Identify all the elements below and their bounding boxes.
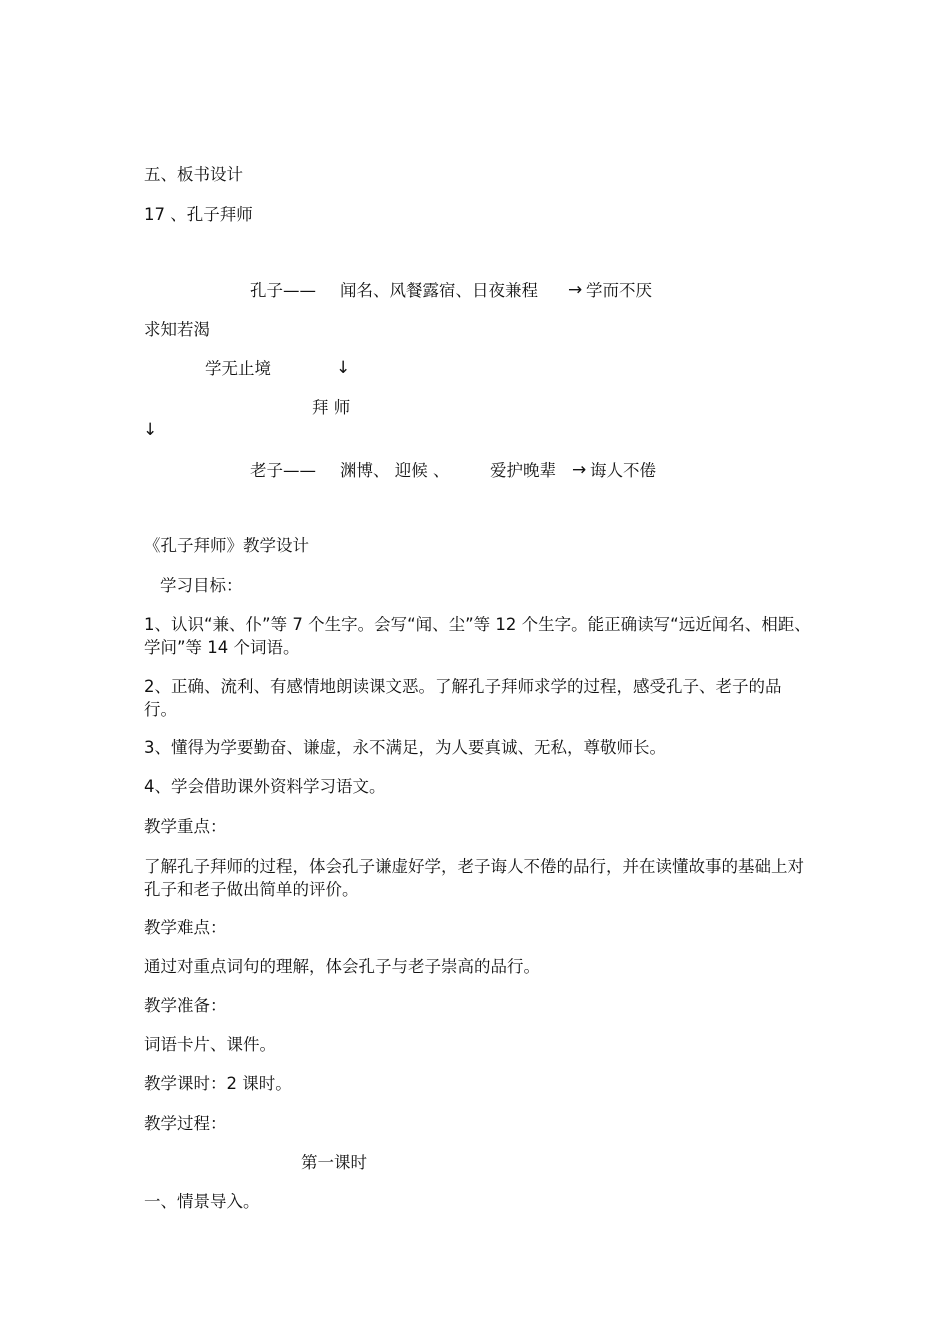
preparation-label: 教学准备： (144, 996, 227, 1015)
board-kongzi-traits: 闻名、风餐露宿、日夜兼程 (340, 281, 538, 300)
key-points-label: 教学重点： (144, 817, 227, 836)
board-kongzi-arrow: → (568, 280, 583, 300)
objective-item: 2、正确、流利、有感情地朗读课文恶。了解孔子拜师求学的过程，感受孔子、老子的品行。 (144, 677, 782, 719)
difficulties-label: 教学难点： (144, 918, 227, 937)
board-kongzi-result: 学而不厌 (586, 281, 652, 300)
objective-item: 1、认识“兼、仆”等 7 个生字。会写“闻、尘”等 12 个生字。能正确读写“远近闻名、相距、学问”等 14 个词语。 (144, 615, 811, 657)
lesson-title: 17 、孔子拜师 (144, 205, 253, 224)
design-title: 《孔子拜师》教学设计 (144, 536, 309, 555)
section-heading: 五、板书设计 (144, 165, 243, 184)
board-learning: 学无止境 (205, 359, 271, 378)
preparation-text: 词语卡片、课件。 (144, 1035, 276, 1054)
board-laozi-traits: 渊博、 迎候 、 (340, 461, 450, 480)
board-down-arrow-1: ↓ (336, 358, 351, 378)
lesson-hours: 教学课时：2 课时。 (144, 1074, 292, 1093)
board-laozi-arrow: → (572, 460, 587, 480)
process-label: 教学过程： (144, 1114, 227, 1133)
board-left-label: 求知若渴 (144, 320, 210, 339)
difficulties-text: 通过对重点词句的理解，体会孔子与老子崇高的品行。 (144, 957, 540, 976)
board-laozi-traits-2: 爱护晚辈 (490, 461, 556, 480)
objective-item: 3、懂得为学要勤奋、谦虚，永不满足，为人要真诚、无私，尊敬师长。 (144, 738, 666, 757)
objectives-label: 学习目标： (160, 576, 243, 595)
first-lesson-heading: 第一课时 (301, 1153, 367, 1172)
objective-item: 4、学会借助课外资料学习语文。 (144, 777, 386, 796)
board-center: 拜 师 (312, 398, 351, 417)
board-down-arrow-2: ↓ (143, 420, 158, 440)
board-laozi-result: 诲人不倦 (590, 461, 656, 480)
board-kongzi-name: 孔子—— (250, 281, 316, 300)
key-points-text: 了解孔子拜师的过程，体会孔子谦虚好学，老子诲人不倦的品行，并在读懂故事的基础上对孔子和老子做出简单的评价。 (144, 857, 804, 899)
step-one-heading: 一、情景导入。 (144, 1192, 260, 1211)
board-laozi-name: 老子—— (250, 461, 316, 480)
